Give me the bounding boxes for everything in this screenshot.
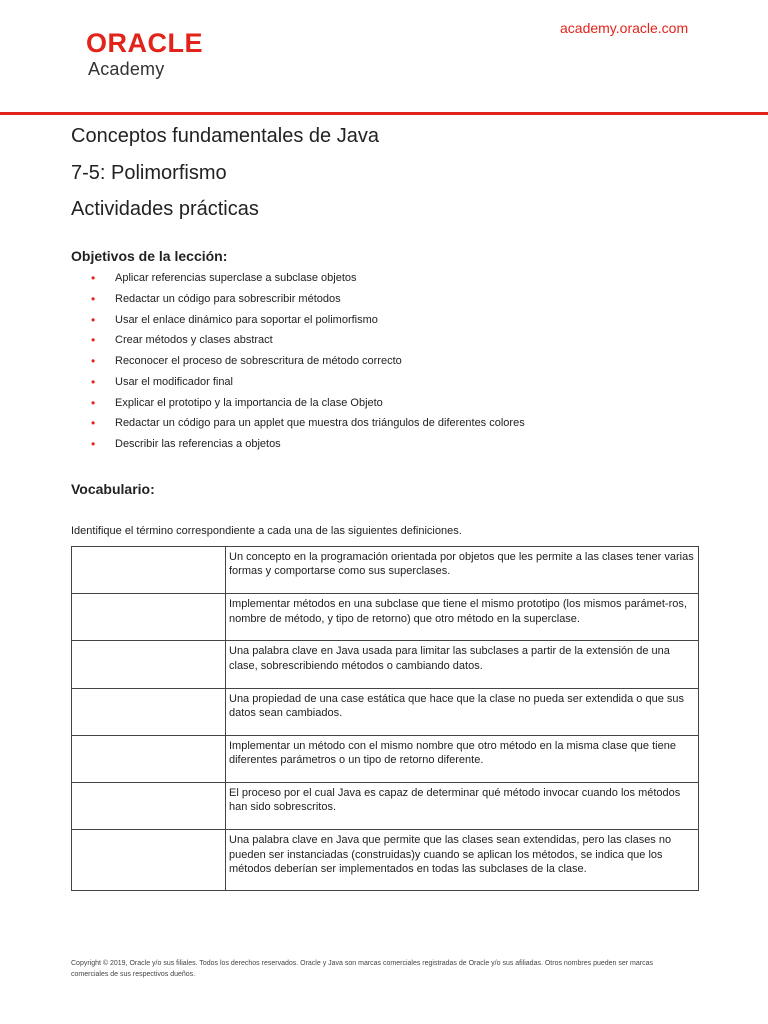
table-row	[72, 688, 699, 735]
objective-text: Redactar un código para sobrescribir métodos	[115, 292, 341, 305]
list-item	[91, 291, 711, 312]
oracle-wordmark-text: ORACLE	[86, 28, 203, 56]
list-item	[91, 395, 711, 416]
bullet-icon: •	[91, 312, 96, 327]
section-title: 7-5: Polimorfismo	[71, 162, 227, 184]
table-row	[72, 782, 699, 829]
objective-text: Usar el enlace dinámico para soportar el polimorfismo	[115, 313, 378, 326]
objective-text: Explicar el prototipo y la importancia de la clase Objeto	[115, 396, 383, 409]
bullet-icon: •	[91, 271, 96, 285]
definition-cell: Una palabra clave en Java que permite que las clases sean extendidas, pero las clases no pueden ser instanciadas (construidas)y cuando se aplican los métodos, se indica que los métodos deberían ser implementados en todas las subclases de la clase.	[226, 830, 699, 891]
header-divider	[0, 112, 768, 115]
vocabulary-heading: Vocabulario:	[71, 481, 155, 497]
objective-text: Describir las referencias a objetos	[115, 438, 281, 450]
bullet-icon: •	[91, 374, 96, 389]
vocabulary-intro: Identifique el término correspondiente a cada una de las siguientes definiciones.	[71, 525, 462, 537]
objectives-heading: Objetivos de la lección:	[71, 248, 228, 264]
list-item	[91, 374, 711, 395]
list-item	[91, 270, 711, 291]
term-cell[interactable]	[72, 594, 226, 641]
objective-text: Crear métodos y clases abstract	[115, 334, 273, 347]
objectives-list	[91, 270, 711, 457]
term-cell[interactable]	[72, 782, 226, 829]
site-url-link[interactable]: academy.oracle.com	[560, 20, 689, 36]
bullet-icon: •	[91, 291, 96, 306]
definition-cell: Un concepto en la programación orientada por objetos que les permite a las clases tener varias formas y comportarse como sus superclases.	[226, 547, 699, 594]
bullet-icon: •	[91, 333, 96, 348]
oracle-logo	[86, 28, 222, 56]
table-row	[72, 735, 699, 782]
term-cell[interactable]	[72, 688, 226, 735]
table-row	[72, 594, 699, 641]
table-row	[72, 641, 699, 688]
objective-text: Aplicar referencias superclase a subclase objetos	[115, 272, 357, 284]
definition-cell: Implementar métodos en una subclase que tiene el mismo prototipo (los mismos parámet-ros, nombre de método, y tipo de retorno) que otro método en la superclase.	[226, 594, 699, 641]
list-item	[91, 436, 711, 457]
activity-title: Actividades prácticas	[71, 198, 259, 220]
table-row	[72, 547, 699, 594]
bullet-icon: •	[91, 395, 96, 410]
definition-cell: Una propiedad de una case estática que hace que la clase no pueda ser extendida o que sus datos sean cambiados.	[226, 688, 699, 735]
list-item	[91, 415, 711, 436]
objective-text: Usar el modificador final	[115, 375, 233, 388]
term-cell[interactable]	[72, 641, 226, 688]
bullet-icon: •	[91, 354, 96, 368]
term-cell[interactable]	[72, 547, 226, 594]
academy-label: Academy	[88, 59, 165, 79]
term-cell[interactable]	[72, 830, 226, 891]
list-item	[91, 353, 711, 374]
definition-cell: El proceso por el cual Java es capaz de determinar qué método invocar cuando los métodos han sido sobrescritos.	[226, 782, 699, 829]
copyright-footer: Copyright © 2019, Oracle y/o sus filiales. Todos los derechos reservados. Oracle y Java son marcas comerciales registradas de Oracle y/o sus afiliadas. Otros nombres pueden ser marcas comerciales de sus respectivos dueños.	[71, 960, 654, 978]
definition-cell: Una palabra clave en Java usada para limitar las subclases a partir de la extensión de una clase, sobrescribiendo métodos o cambiando datos.	[226, 641, 699, 688]
definition-cell: Implementar un método con el mismo nombre que otro método en la misma clase que tiene diferentes parámetros o un tipo de retorno diferente.	[226, 735, 699, 782]
bullet-icon: •	[91, 416, 96, 431]
oracle-wordmark	[86, 28, 222, 56]
list-item	[91, 312, 711, 333]
objective-text: Redactar un código para un applet que muestra dos triángulos de diferentes colores	[115, 417, 525, 430]
objective-text: Reconocer el proceso de sobrescritura de método correcto	[115, 355, 402, 367]
list-item	[91, 332, 711, 353]
course-title: Conceptos fundamentales de Java	[71, 125, 379, 147]
term-cell[interactable]	[72, 735, 226, 782]
table-row	[72, 830, 699, 891]
bullet-icon: •	[91, 437, 96, 451]
vocabulary-table	[71, 546, 699, 891]
